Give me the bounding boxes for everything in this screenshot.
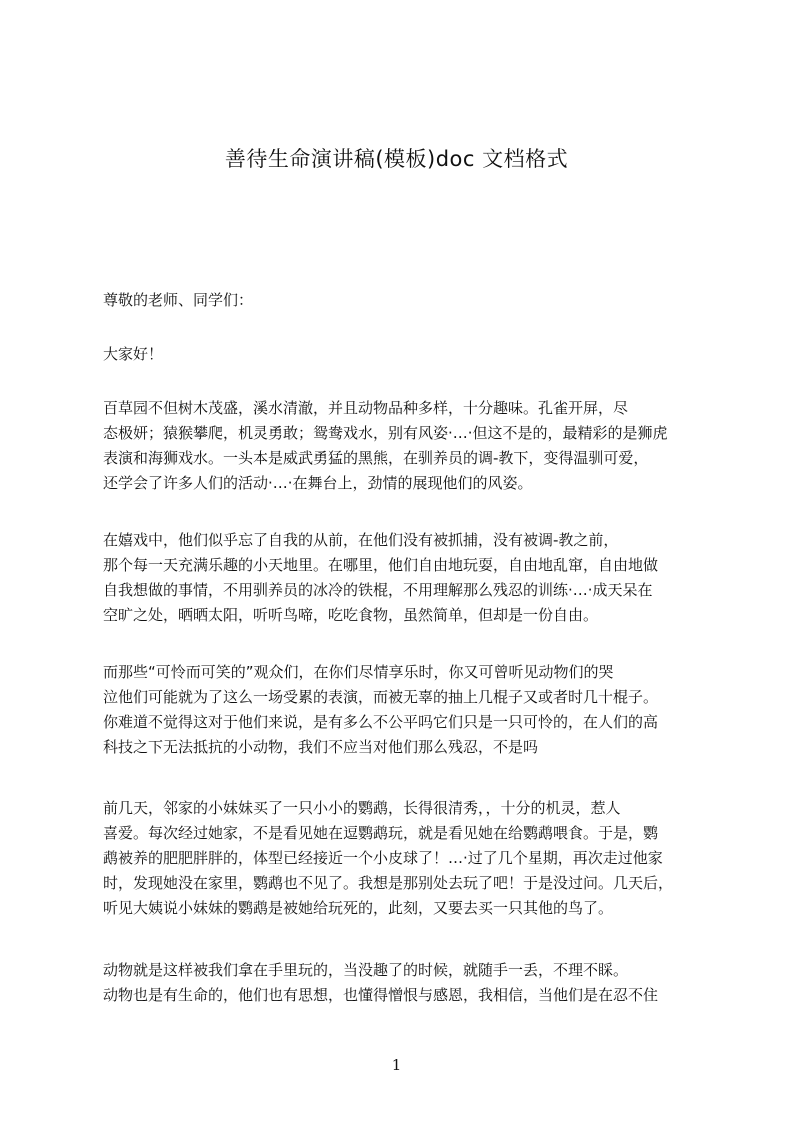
text-line: 时，发现她没在家里，鹦鹉也不见了。我想是那别处去玩了吧！于是没过问。几天后， [103, 874, 674, 892]
paragraph-body-2 [103, 528, 703, 628]
text-line: 听见大姨说小妹妹的鹦鹉是被她给玩死的，此刻，又要去买一只其他的鸟了。 [103, 899, 614, 917]
text-line: 态极妍；猿猴攀爬，机灵勇敢；鸳鸯戏水，别有风姿·…·但这不是的，最精彩的是狮虎 [103, 424, 668, 442]
paragraph-body-5 [103, 958, 703, 1008]
text-line: 喜爱。每次经过她家，不是看见她在逗鹦鹉玩，就是看见她在给鹦鹉喂食。于是，鹦 [103, 824, 659, 842]
paragraph-body-1 [103, 396, 703, 496]
text-line: 在嬉戏中，他们似乎忘了自我的从前，在他们没有被抓捕，没有被调-教之前， [103, 531, 619, 549]
text-line: 百草园不但树木茂盛，溪水清澈，并且动物品种多样，十分趣味。孔雀开屏，尽 [103, 399, 629, 417]
text-line: 泣他们可能就为了这么一场受累的表演，而被无辜的抽上几棍子又或者时几十棍子。 [103, 688, 659, 706]
paragraph-body-3 [103, 660, 703, 760]
text-line: 鹉被养的肥肥胖胖的，体型已经接近一个小皮球了！…·过了几个星期，再次走过他家 [103, 849, 663, 867]
text-line: 还学会了许多人们的活动·…·在舞台上，劲情的展现他们的风姿。 [103, 474, 533, 492]
paragraph-greeting [103, 342, 703, 367]
text-line: 动物也是有生命的，他们也有思想，也懂得憎恨与感恩，我相信，当他们是在忍不住 [103, 986, 659, 1004]
text-line: 表演和海狮戏水。一头本是威武勇猛的黑熊，在驯养员的调-教下，变得温驯可爱， [103, 449, 649, 467]
document-title: 善待生命演讲稿(模板)doc 文档格式 [224, 147, 569, 171]
text-line: 前几天，邻家的小妹妹买了一只小小的鹦鹉，长得很清秀，，十分的机灵，惹人 [103, 799, 621, 817]
text-line: 那个每一天充满乐趣的小天地里。在哪里，他们自由地玩耍，自由地乱窜，自由地做 [103, 556, 659, 574]
paragraph-body-4 [103, 796, 703, 921]
text-line: 科技之下无法抵抗的小动物，我们不应当对他们那么残忍，不是吗 [103, 738, 539, 756]
text-line: 自我想做的事情，不用驯养员的冰冷的铁棍，不用理解那么残忍的训练·…·成天呆在 [103, 581, 653, 599]
text-line: 而那些“可怜而可笑的”观众们，在你们尽情享乐时，你又可曾听见动物们的哭 [103, 663, 614, 681]
text-line: 大家好！ [103, 345, 164, 363]
text-line: 你难道不觉得这对于他们来说，是有多么不公平吗它们只是一只可怜的，在人们的高 [103, 713, 659, 731]
text-line: 尊敬的老师、同学们： [103, 291, 254, 309]
paragraph-salutation [103, 288, 703, 313]
text-line: 动物就是这样被我们拿在手里玩的，当没趣了的时候，就随手一丢，不理不睬。 [103, 961, 629, 979]
page-number: 1 [391, 1056, 402, 1074]
text-line: 空旷之处，晒晒太阳，听听鸟啼，吃吃食物，虽然简单，但却是一份自由。 [103, 606, 599, 624]
